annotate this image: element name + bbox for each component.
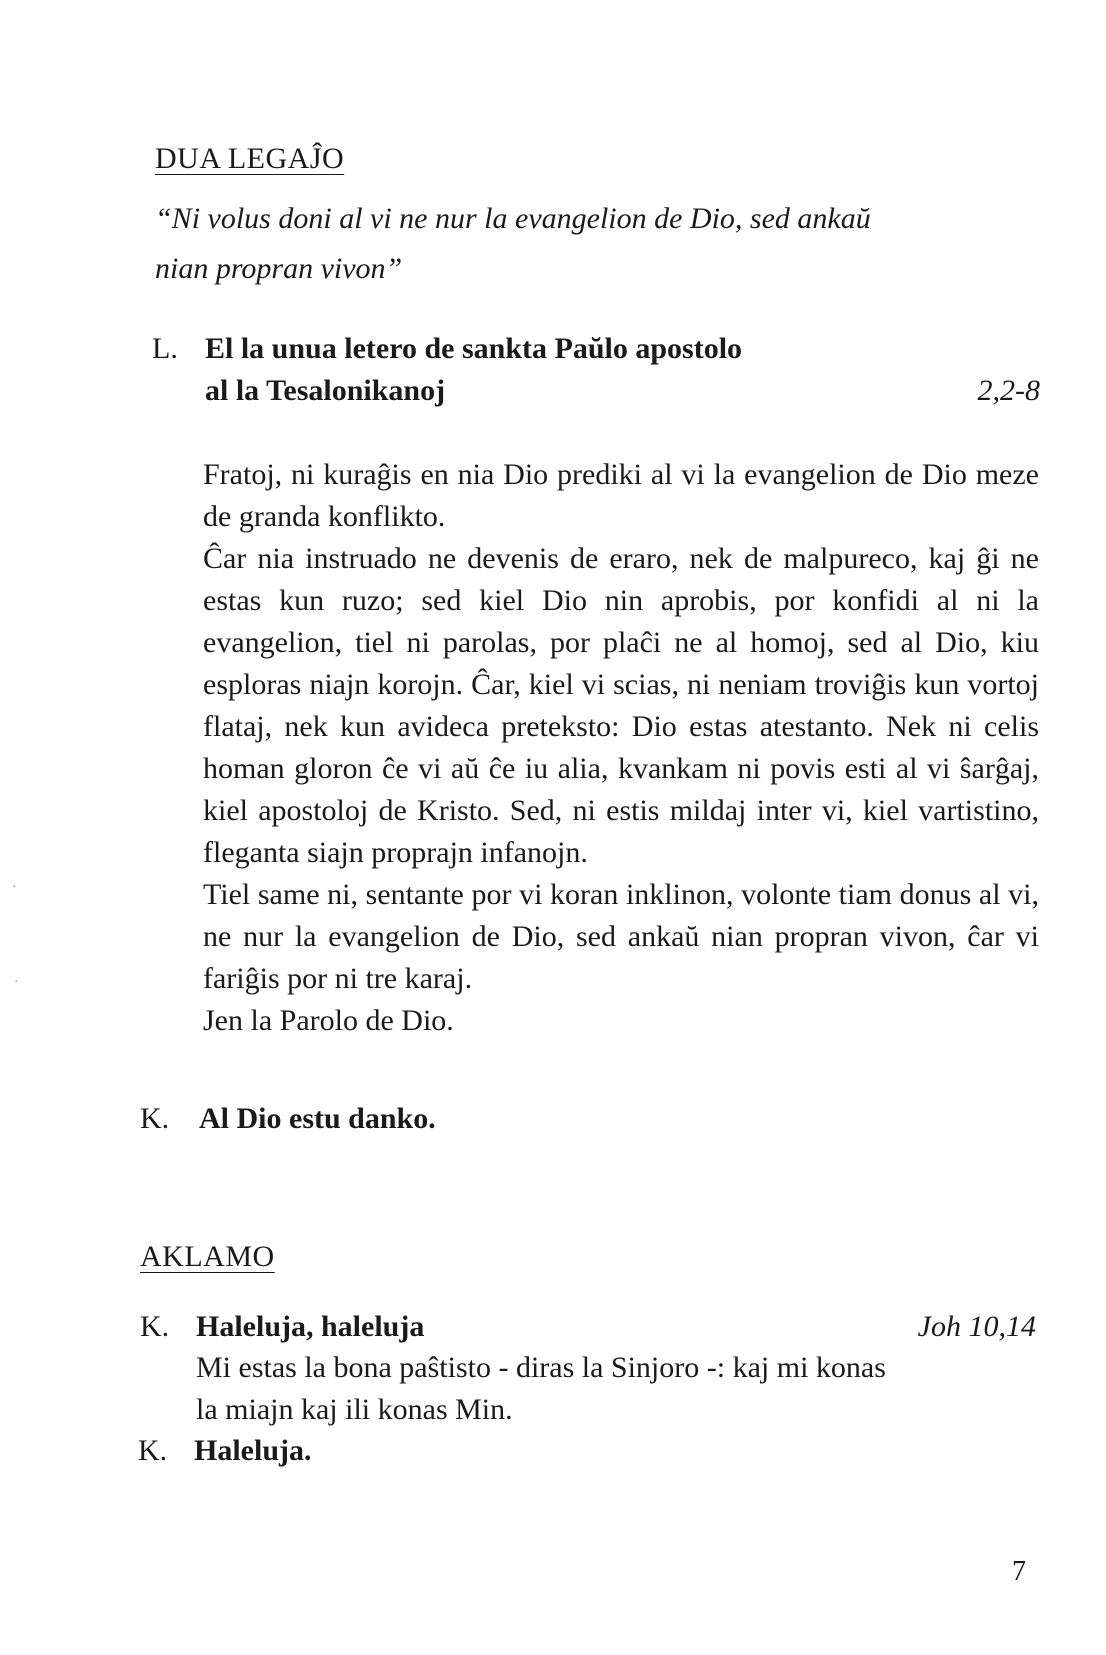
reading-paragraph: Tiel same ni, sentante por vi koran inklinon, volonte tiam donus al vi, ne nur la evangelion de Dio, sed ankaŭ nian propran vivon, ĉar vi fariĝis por ni tre karaj. — [203, 878, 1039, 995]
epigraph-line: nian propran vivon” — [155, 252, 403, 285]
page-number: 7 — [1012, 1556, 1026, 1587]
reading-reference: 2,2-8 — [977, 374, 1040, 407]
acclamation-text: Haleluja, haleluja — [196, 1310, 425, 1343]
acclamation-reference: Joh 10,14 — [917, 1310, 1036, 1343]
closing-marker: K. — [138, 1434, 168, 1467]
reading-paragraph: Ĉar nia instruado ne devenis de eraro, nek de malpureco, kaj ĝi ne estas kun ruzo; sed kiel Dio nin aprobis, por konfidi al ni la evangelion, tiel ni parolas, por plaĉi ne al homoj, sed al Dio, kiu esploras niajn korojn. Ĉar, kiel vi scias, ni neniam troviĝis kun vortoj flataj, nek kun avideca preteksto: Dio estas atestanto. Nek ni celis homan gloron ĉe vi aŭ ĉe iu alia, kvankam ni povis esti al vi ŝarĝaj, kiel apostoloj de Kristo. Sed, ni estis mildaj inter vi, kiel vartistino, fleganta siajn proprajn infanojn. — [203, 542, 1039, 869]
reading-marker: L. — [152, 332, 178, 365]
reading-paragraph: Fratoj, ni kuraĝis en nia Dio prediki al vi la evangelion de Dio meze de granda konflikto. — [203, 458, 1039, 533]
section-heading-acclamation: AKLAMO — [140, 1240, 275, 1273]
acclamation-marker: K. — [140, 1310, 170, 1343]
acclamation-verse-line: la miajn kaj ili konas Min. — [196, 1393, 513, 1426]
reading-body — [203, 454, 1039, 1042]
epigraph-line: “Ni volus doni al vi ne nur la evangelion de Dio, sed ankaŭ — [155, 202, 871, 235]
response-text: Al Dio estu danko. — [199, 1102, 436, 1135]
closing-text: Haleluja. — [194, 1434, 312, 1467]
reading-paragraph: Jen la Parolo de Dio. — [203, 1004, 454, 1037]
response-marker: K. — [140, 1102, 170, 1135]
acclamation-verse-line: Mi estas la bona paŝtisto - diras la Sinjoro -: kaj mi konas — [196, 1351, 886, 1384]
reading-title-line: El la unua letero de sankta Paŭlo apostolo — [205, 332, 743, 365]
scan-speck: · — [12, 880, 17, 895]
section-heading-second-reading: DUA LEGAĴO — [155, 142, 345, 175]
reading-title-line: al la Tesalonikanoj — [205, 374, 446, 407]
scan-speck: · — [14, 975, 19, 990]
